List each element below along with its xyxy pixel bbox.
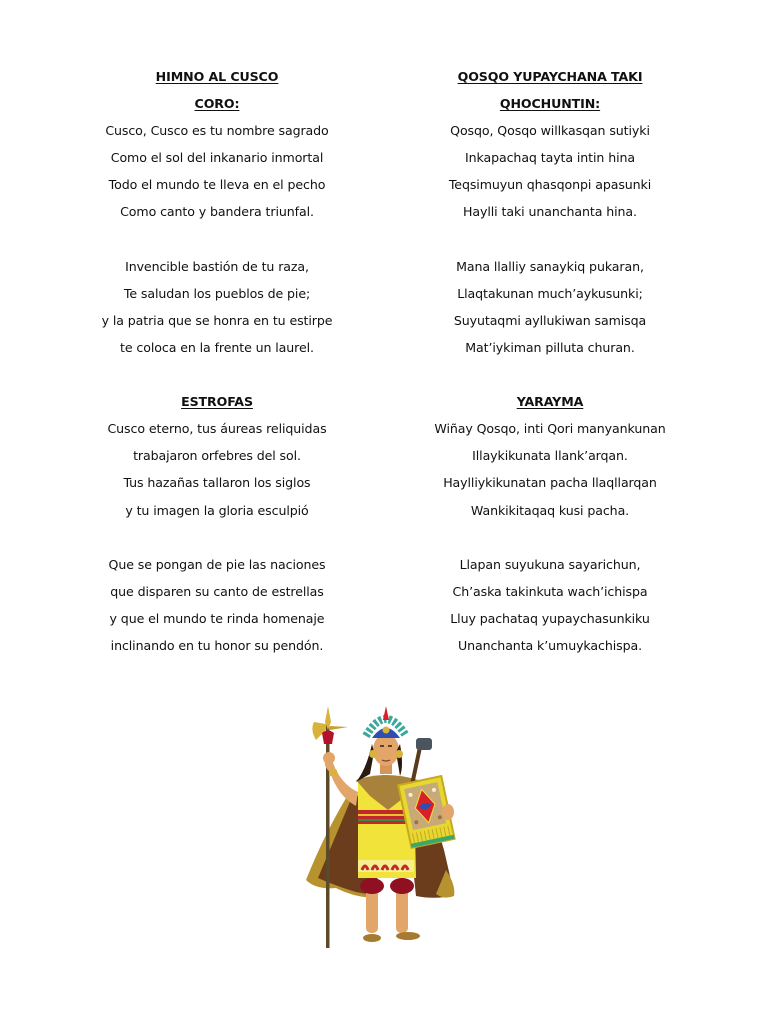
verses-heading-quechua: YARAYMA <box>516 394 584 410</box>
verse-line: Illaykikunata llank’arqan. <box>472 448 628 464</box>
verses-heading-spanish: ESTROFAS <box>181 394 253 410</box>
verse-line: Cusco eterno, tus áureas reliquidas <box>107 421 327 437</box>
verse-line: Lluy pachataq yupaychasunkiku <box>450 610 650 626</box>
stanza-spacer <box>67 364 367 391</box>
verse-line: trabajaron orfebres del sol. <box>133 448 301 464</box>
verse-line: Te saludan los pueblos de pie; <box>123 285 311 301</box>
verse-line: Que se pongan de pie las naciones <box>108 556 326 572</box>
verse-line: Mana llalliy sanaykiq pukaran, <box>456 258 644 274</box>
verse-line: Wiñay Qosqo, inti Qori manyankunan <box>434 421 666 437</box>
chorus-heading-spanish: CORO: <box>194 96 240 112</box>
verse-line: Tus hazañas tallaron los siglos <box>123 475 311 491</box>
inca-warrior-icon <box>296 700 476 956</box>
verse-line: Qosqo, Qosqo willkasqan sutiyki <box>450 123 650 139</box>
verse-line: inclinando en tu honor su pendón. <box>110 637 324 653</box>
verse-line: que disparen su canto de estrellas <box>110 583 324 599</box>
inca-warrior-illustration <box>296 700 476 956</box>
verse-line: Wankikitaqaq kusi pacha. <box>470 502 630 518</box>
quechua-anthem-column <box>400 66 700 662</box>
verse-line: Como el sol del inkanario inmortal <box>110 150 324 166</box>
verse-line: Inkapachaq tayta intin hina <box>465 150 635 166</box>
stanza-spacer <box>400 364 700 391</box>
stanza-spacer <box>67 229 367 256</box>
verse-line: y que el mundo te rinda homenaje <box>109 610 325 626</box>
verse-line: Llapan suyukuna sayarichun, <box>459 556 641 572</box>
anthem-title-quechua: QOSQO YUPAYCHANA TAKI <box>457 69 643 84</box>
verse-line: Unanchanta k’umuykachispa. <box>457 637 642 653</box>
verse-line: Llaqtakunan much’aykusunki; <box>457 285 643 301</box>
verse-line: Invencible bastión de tu raza, <box>125 258 309 274</box>
verse-line: y la patria que se honra en tu estirpe <box>101 312 333 328</box>
verse-line: Haylliykikunatan pacha llaqllarqan <box>443 475 657 491</box>
anthem-title-spanish: HIMNO AL CUSCO <box>155 69 279 84</box>
verse-line: Todo el mundo te lleva en el pecho <box>108 177 326 193</box>
verse-line: Haylli taki unanchanta hina. <box>463 204 637 220</box>
chorus-heading-quechua: QHOCHUNTIN: <box>499 96 601 112</box>
verse-line: te coloca en la frente un laurel. <box>120 339 314 355</box>
stanza-spacer <box>67 527 367 554</box>
stanza-spacer <box>400 527 700 554</box>
verse-line: Cusco, Cusco es tu nombre sagrado <box>105 123 329 139</box>
verse-line: Suyutaqmi ayllukiwan samisqa <box>453 312 647 328</box>
verse-line: y tu imagen la gloria esculpió <box>125 502 309 518</box>
spanish-anthem-column <box>67 66 367 662</box>
verse-line: Teqsimuyun qhasqonpi apasunki <box>448 177 652 193</box>
verse-line: Ch’aska takinkuta wach’ichispa <box>452 583 648 599</box>
verse-line: Mat’iykiman pilluta churan. <box>465 339 635 355</box>
stanza-spacer <box>400 229 700 256</box>
verse-line: Como canto y bandera triunfal. <box>120 204 314 220</box>
